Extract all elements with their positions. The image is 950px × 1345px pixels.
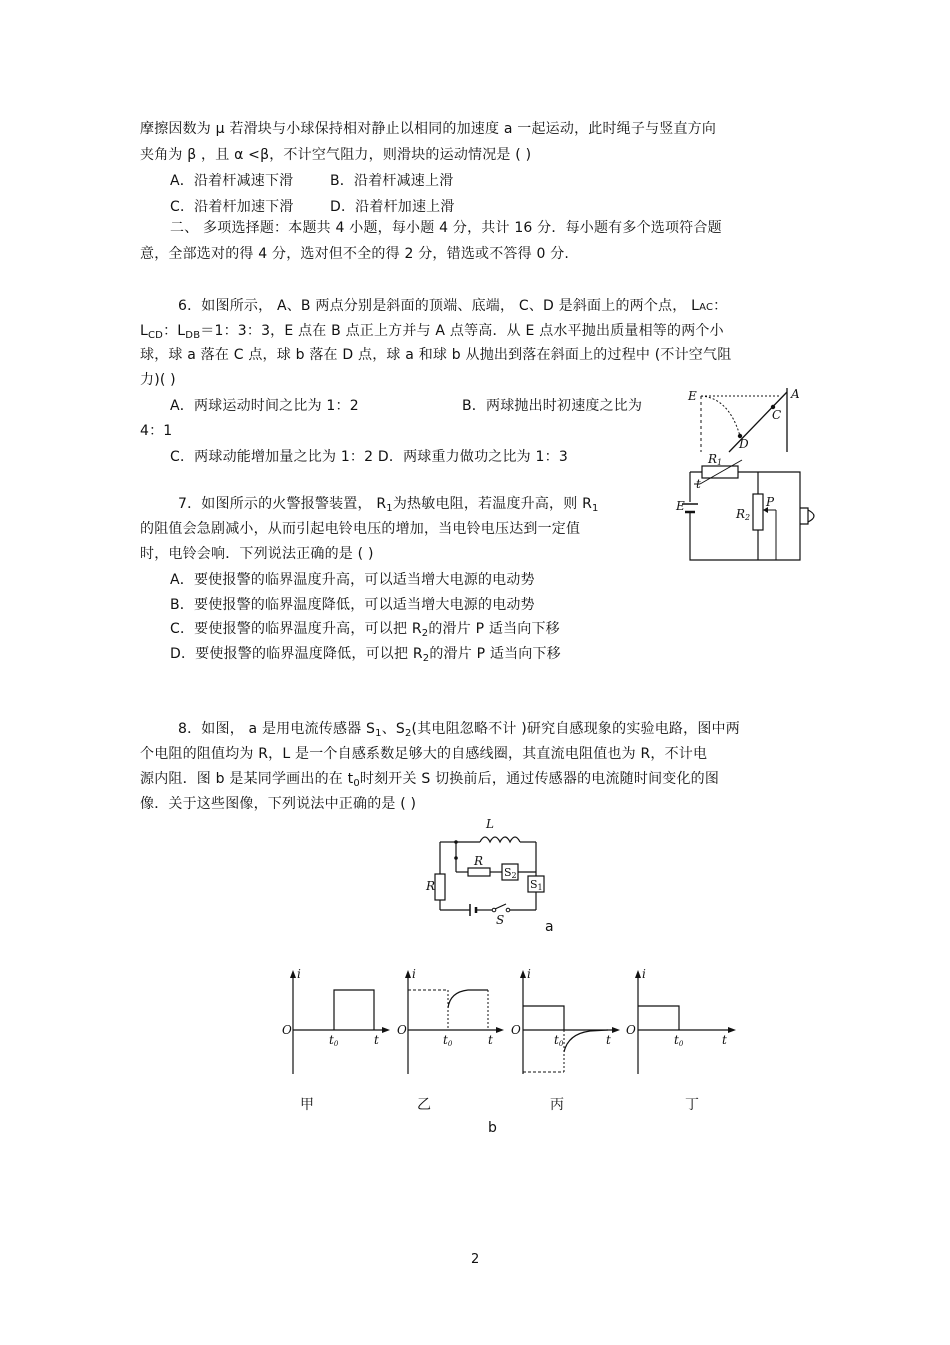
page-number: 2 [471, 1252, 480, 1267]
label-r1: R1 [708, 452, 723, 467]
label-s1: S1 [530, 878, 543, 892]
current-time-graphs [278, 968, 758, 1080]
q8-line-1: 8．如图， a 是用电流传感器 $S_1$、$S_2$(其电阻忽略不计 )研究自感现象的实验电路，图中两 [178, 721, 740, 739]
label-r2: R2 [736, 507, 751, 522]
svg-text:t: t [488, 1033, 493, 1047]
q5-option-d: D．沿着杆加速上滑 [330, 199, 455, 215]
q7-line-1: 7．如图所示的火警报警装置， $R_1$为热敏电阻，若温度升高，则 $R_1$ [178, 496, 599, 514]
q6-option-b: B．两球抛出时初速度之比为 [462, 398, 643, 414]
svg-text:t0: t0 [329, 1033, 339, 1048]
svg-text:O: O [282, 1023, 292, 1037]
q7-option-a: A．要使报警的临界温度升高，可以适当增大电源的电动势 [170, 572, 535, 588]
svg-text:t0: t0 [554, 1033, 564, 1048]
svg-text:t0: t0 [674, 1033, 684, 1048]
svg-text:O: O [626, 1023, 636, 1037]
caption-a: a [545, 919, 554, 935]
label-r-inner: R [474, 854, 484, 868]
label-switch-s: S [496, 913, 505, 927]
graph-label-ding: 丁 [685, 1097, 699, 1113]
svg-text:i: i [297, 967, 301, 981]
q5-line-2: 夹角为 β ，且 α <β，不计空气阻力，则滑块的运动情况是 ( ) [140, 147, 532, 163]
q8-line-3: 源内阻．图 b 是某同学画出的在 $t_0$时刻开关 S 切换前后，通过传感器的电流随时间变化的图 [140, 771, 720, 789]
q7-line-3: 时，电铃会响．下列说法正确的是 ( ) [140, 546, 374, 562]
label-l: L [486, 817, 494, 831]
q5-option-a: A．沿着杆减速下滑 [170, 173, 294, 189]
fire-alarm-circuit [672, 452, 832, 564]
q6-option-a: A．两球运动时间之比为 1：2 [170, 398, 359, 414]
section2-line-2: 意，全部选对的得 4 分，选对但不全的得 2 分，错选或不答得 0 分. [140, 246, 570, 262]
q6-option-b-cont: 4：1 [140, 423, 173, 439]
q7-option-b: B．要使报警的临界温度降低，可以适当增大电源的电动势 [170, 597, 535, 613]
graph-jia [282, 967, 390, 1074]
svg-text:t: t [606, 1033, 611, 1047]
caption-b: b [488, 1120, 497, 1136]
graph-label-jia: 甲 [300, 1097, 314, 1113]
label-c: C [772, 408, 782, 422]
q5-option-c: C．沿着杆加速下滑 [170, 199, 294, 215]
q6-line-2: $L_{CD}$：$L_{DB}=1$：3：3，E 点在 B 点正上方并与 A 点等高．从 E 点水平抛出质量相等的两个小 [140, 323, 724, 341]
q8-line-2: 个电阻的阻值均为 R，L 是一个自感系数足够大的自感线圈，其直流电阻值也为 R，不计电 [140, 746, 708, 762]
graph-yi [397, 967, 504, 1074]
svg-text:t0: t0 [443, 1033, 453, 1048]
q6-line-1: 6．如图所示， A、B 两点分别是斜面的顶端、底端， C、D 是斜面上的两个点， LAC： [178, 298, 728, 314]
q5-option-b: B．沿着杆减速上滑 [330, 173, 454, 189]
graph-ding [626, 967, 736, 1074]
label-t: t [696, 477, 701, 491]
self-inductance-circuit [426, 818, 556, 928]
label-d: D [739, 437, 749, 451]
q6-line-3: 球，球 a 落在 C 点，球 b 落在 D 点，球 a 和球 b 从抛出到落在斜面上的过程中 (不计空气阻 [140, 347, 732, 363]
q5-line-1: 摩擦因数为 μ 若滑块与小球保持相对静止以相同的加速度 a 一起运动，此时绳子与竖直方向 [140, 121, 717, 137]
svg-text:t: t [374, 1033, 379, 1047]
label-a: A [791, 387, 800, 401]
label-e: E [688, 389, 697, 403]
svg-text:O: O [511, 1023, 521, 1037]
q6-option-c-d: C．两球动能增加量之比为 1：2 D．两球重力做功之比为 1：3 [170, 449, 568, 465]
section2-line-1: 二、 多项选择题：本题共 4 小题，每小题 4 分，共计 16 分．每小题有多个选项符合题 [170, 220, 722, 236]
q7-option-d: D．要使报警的临界温度降低，可以把 $R_2$的滑片 P 适当向下移 [170, 646, 561, 664]
graph-label-bing: 丙 [550, 1097, 564, 1113]
label-p: P [766, 495, 775, 509]
label-r-left: R [426, 879, 436, 893]
graph-label-yi: 乙 [417, 1097, 431, 1113]
graph-bing [511, 967, 620, 1074]
label-s2: S2 [504, 866, 517, 880]
svg-text:O: O [397, 1023, 407, 1037]
q8-line-4: 像．关于这些图像，下列说法中正确的是 ( ) [140, 796, 417, 812]
incline-diagram [684, 386, 804, 456]
svg-text:i: i [642, 967, 646, 981]
svg-text:i: i [412, 967, 416, 981]
q7-option-c: C．要使报警的临界温度升高，可以把 $R_2$的滑片 P 适当向下移 [170, 621, 560, 639]
q7-line-2: 的阻值会急剧减小，从而引起电铃电压的增加，当电铃电压达到一定值 [140, 521, 581, 537]
q6-line-4: 力)( ) [140, 372, 176, 388]
svg-text:t: t [722, 1033, 727, 1047]
svg-text:i: i [527, 967, 531, 981]
label-e-battery: E [676, 499, 685, 513]
